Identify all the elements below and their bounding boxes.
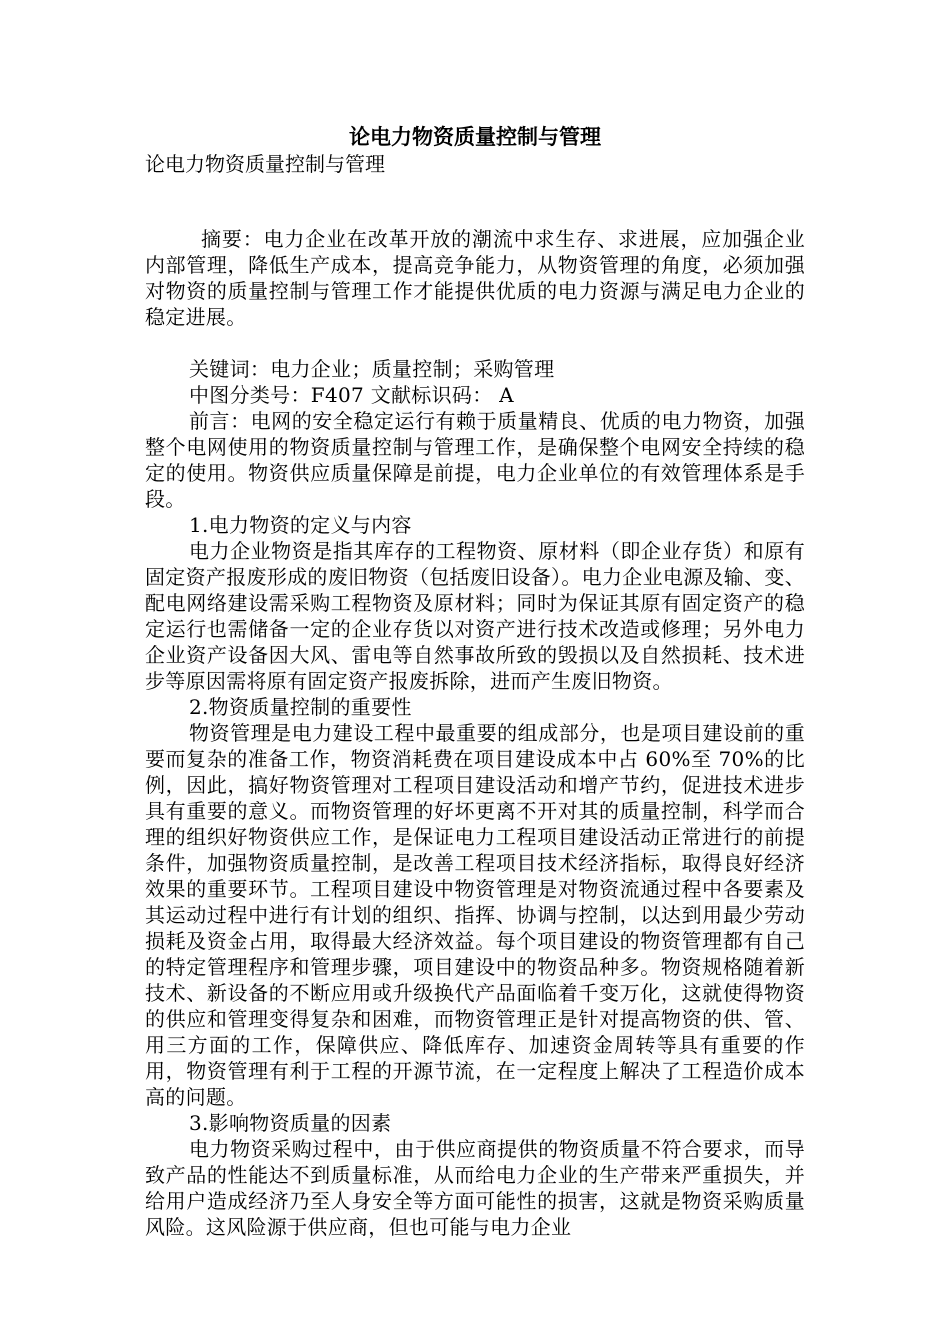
classification-line: 中图分类号：F407 文献标识码： A [189,383,514,407]
document-subtitle: 论电力物资质量控制与管理 [145,152,385,176]
document-title: 论电力物资质量控制与管理 [349,124,601,149]
spacer [145,200,805,226]
section-paragraph-3: 电力物资采购过程中，由于供应商提供的物资质量不符合要求，而导致产品的性能达不到质量标准，从而给电力企业的生产带来严重损失，并给用户造成经济乃至人身安全等方面可能性的损害，这就是物资采购质量风险。这风险源于供应商，但也可能与电力企业 [145,1137,805,1239]
section-paragraph-1: 电力企业物资是指其库存的工程物资、原材料（即企业存货）和原有固定资产报废形成的废旧物资（包括废旧设备）。电力企业电源及输、变、配电网络建设需采购工程物资及原材料；同时为保证其原有固定资产的稳定运行也需储备一定的企业存货以对资产进行技术改造或修理；另外电力企业资产设备因大风、雷电等自然事故所致的毁损以及自然损耗、技术进步等原因需将原有固定资产报废拆除，进而产生废旧物资。 [145,539,805,693]
preface-paragraph: 前言：电网的安全稳定运行有赖于质量精良、优质的电力物资，加强整个电网使用的物资质量控制与管理工作，是确保整个电网安全持续的稳定的使用。物资供应质量保障是前提，电力企业单位的有效管理体系是手段。 [145,409,805,511]
section-paragraph-2: 物资管理是电力建设工程中最重要的组成部分，也是项目建设前的重要而复杂的准备工作，物资消耗费在项目建设成本中占 60%至 70%的比例，因此，搞好物资管理对工程项目建设活动和增产节约，促进技术进步具有重要的意义。而物资管理的好坏更离不开对其的质量控制，科学而合理的组织好物资供应工作，是保证电力工程项目建设活动正常进行的前提条件，加强物资质量控制，是改善工程项目技术经济指标，取得良好经济效果的重要环节。工程项目建设中物资管理是对物资流通过程中各要素及其运动过程中进行有计划的组织、指挥、协调与控制，以达到用最少劳动损耗及资金占用，取得最大经济效益。每个项目建设的物资管理都有自己的特定管理程序和管理步骤，项目建设中的物资品种多。物资规格随着新技术、新设备的不断应用或升级换代产品面临着千变万化，这就使得物资的供应和管理变得复杂和困难，而物资管理正是针对提高物资的供、管、用三方面的工作，保障供应、降低库存、加速资金周转等具有重要的作用，物资管理有利于工程的开源节流，在一定程度上解决了工程造价成本高的问题。 [145,721,805,1109]
abstract-paragraph: 摘要：电力企业在改革开放的潮流中求生存、求进展，应加强企业内部管理，降低生产成本，提高竞争能力，从物资管理的角度，必须加强对物资的质量控制与管理工作才能提供优质的电力资源与满足电力企业的稳定进展。 [145,227,805,329]
section-heading-2: 2.物资质量控制的重要性 [189,695,412,719]
keywords-line: 关键词：电力企业；质量控制；采购管理 [189,357,555,381]
section-heading-3: 3.影响物资质量的因素 [189,1111,392,1135]
document-body [145,200,805,1240]
spacer [145,330,805,356]
section-heading-1: 1.电力物资的定义与内容 [189,513,412,537]
